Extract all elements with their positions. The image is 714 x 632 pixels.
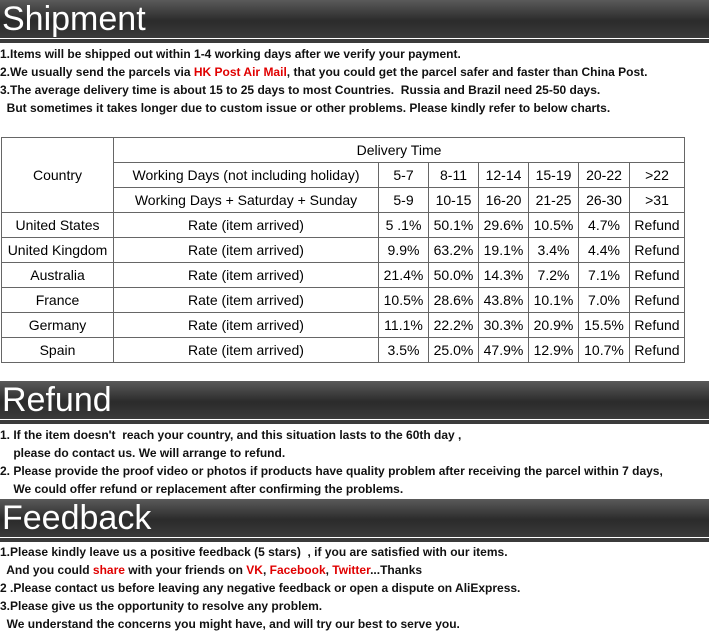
feedback-line-5: We understand the concerns you might have, and will try our best to serve you. bbox=[0, 617, 460, 631]
value-cell: 12.9% bbox=[529, 338, 579, 363]
table-row bbox=[2, 213, 685, 238]
country-cell: Australia bbox=[2, 263, 114, 288]
value-cell: 10.7% bbox=[579, 338, 630, 363]
value-cell: 12-14 bbox=[479, 163, 529, 188]
table-row bbox=[2, 313, 685, 338]
delivery-time-header: Delivery Time bbox=[114, 138, 685, 163]
value-cell: 47.9% bbox=[479, 338, 529, 363]
table-row bbox=[2, 263, 685, 288]
value-cell: 10.5% bbox=[529, 213, 579, 238]
rate-label-cell: Rate (item arrived) bbox=[114, 313, 379, 338]
shipment-banner bbox=[0, 0, 709, 38]
shipment-title: Shipment bbox=[2, 0, 146, 38]
table-row bbox=[2, 238, 685, 263]
rate-label-cell: Rate (item arrived) bbox=[114, 213, 379, 238]
working-days-weekend-label: Working Days + Saturday + Sunday bbox=[114, 188, 379, 213]
refund-title: Refund bbox=[2, 381, 112, 419]
feedback-line-2-text-end: ...Thanks bbox=[370, 563, 423, 577]
value-cell: >22 bbox=[630, 163, 685, 188]
feedback-line-2-sep-1: , bbox=[262, 563, 270, 577]
feedback-title: Feedback bbox=[2, 499, 152, 537]
country-cell: France bbox=[2, 288, 114, 313]
value-cell: Refund bbox=[630, 263, 685, 288]
refund-banner bbox=[0, 381, 709, 419]
value-cell: 3.4% bbox=[529, 238, 579, 263]
refund-line-2: please do contact us. We will arrange to refund. bbox=[0, 446, 286, 460]
feedback-line-2 bbox=[0, 563, 422, 578]
shipment-line-2-text-b: , that you could get the parcel safer and faster than China Post. bbox=[286, 65, 648, 79]
value-cell: 7.1% bbox=[579, 263, 630, 288]
value-cell: 50.0% bbox=[429, 263, 479, 288]
value-cell: 15.5% bbox=[579, 313, 630, 338]
table-row bbox=[2, 338, 685, 363]
vk-highlight: VK bbox=[246, 563, 263, 577]
value-cell: 21.4% bbox=[379, 263, 429, 288]
value-cell: 63.2% bbox=[429, 238, 479, 263]
shipment-line-3: 3.The average delivery time is about 15 to 25 days to most Countries. Russia and Brazil need 25-50 days. bbox=[0, 83, 601, 97]
value-cell: 11.1% bbox=[379, 313, 429, 338]
working-days-label: Working Days (not including holiday) bbox=[114, 163, 379, 188]
value-cell: 29.6% bbox=[479, 213, 529, 238]
table-header-row bbox=[2, 138, 685, 163]
feedback-line-3: 2 .Please contact us before leaving any negative feedback or open a dispute on AliExpress. bbox=[0, 581, 521, 595]
value-cell: Refund bbox=[630, 238, 685, 263]
feedback-line-2-text-a: And you could bbox=[0, 563, 93, 577]
feedback-banner bbox=[0, 499, 709, 537]
value-cell: 20-22 bbox=[579, 163, 630, 188]
value-cell: 14.3% bbox=[479, 263, 529, 288]
value-cell: 7.2% bbox=[529, 263, 579, 288]
value-cell: 10-15 bbox=[429, 188, 479, 213]
delivery-rate-table bbox=[1, 137, 685, 363]
value-cell: 26-30 bbox=[579, 188, 630, 213]
country-cell: Germany bbox=[2, 313, 114, 338]
value-cell: 28.6% bbox=[429, 288, 479, 313]
feedback-divider bbox=[0, 538, 709, 542]
value-cell: 19.1% bbox=[479, 238, 529, 263]
value-cell: 16-20 bbox=[479, 188, 529, 213]
shipment-line-2 bbox=[0, 65, 648, 80]
shipment-carrier-highlight: HK Post Air Mail bbox=[193, 65, 287, 79]
value-cell: Refund bbox=[630, 338, 685, 363]
value-cell: 30.3% bbox=[479, 313, 529, 338]
rate-label-cell: Rate (item arrived) bbox=[114, 238, 379, 263]
country-cell: Spain bbox=[2, 338, 114, 363]
value-cell: 20.9% bbox=[529, 313, 579, 338]
value-cell: 43.8% bbox=[479, 288, 529, 313]
value-cell: 3.5% bbox=[379, 338, 429, 363]
feedback-line-2-text-b: with your friends on bbox=[124, 563, 247, 577]
country-header: Country bbox=[2, 138, 114, 213]
refund-line-4: We could offer refund or replacement after confirming the problems. bbox=[0, 482, 404, 496]
country-cell: United States bbox=[2, 213, 114, 238]
refund-line-3: 2. Please provide the proof video or photos if products have quality problem after receiving the parcel within 7 days, bbox=[0, 464, 663, 478]
rate-label-cell: Rate (item arrived) bbox=[114, 288, 379, 313]
value-cell: 10.5% bbox=[379, 288, 429, 313]
value-cell: 25.0% bbox=[429, 338, 479, 363]
value-cell: 4.7% bbox=[579, 213, 630, 238]
feedback-line-1: 1.Please kindly leave us a positive feedback (5 stars) , if you are satisfied with our items. bbox=[0, 545, 508, 559]
share-highlight: share bbox=[92, 563, 125, 577]
twitter-highlight: Twitter bbox=[332, 563, 371, 577]
shipment-line-1: 1.Items will be shipped out within 1-4 working days after we verify your payment. bbox=[0, 47, 461, 61]
refund-line-1: 1. If the item doesn't reach your country, and this situation lasts to the 60th day , bbox=[0, 428, 462, 442]
value-cell: 21-25 bbox=[529, 188, 579, 213]
value-cell: 5-7 bbox=[379, 163, 429, 188]
rate-label-cell: Rate (item arrived) bbox=[114, 338, 379, 363]
value-cell: 7.0% bbox=[579, 288, 630, 313]
value-cell: 10.1% bbox=[529, 288, 579, 313]
country-cell: United Kingdom bbox=[2, 238, 114, 263]
value-cell: 22.2% bbox=[429, 313, 479, 338]
feedback-line-2-sep-2: , bbox=[325, 563, 333, 577]
value-cell: 4.4% bbox=[579, 238, 630, 263]
value-cell: Refund bbox=[630, 313, 685, 338]
table-row bbox=[2, 288, 685, 313]
refund-divider bbox=[0, 420, 709, 424]
value-cell: 5 .1% bbox=[379, 213, 429, 238]
rate-label-cell: Rate (item arrived) bbox=[114, 263, 379, 288]
value-cell: 15-19 bbox=[529, 163, 579, 188]
shipment-divider bbox=[0, 39, 709, 43]
value-cell: 5-9 bbox=[379, 188, 429, 213]
shipment-line-2-text-a: 2.We usually send the parcels via bbox=[0, 65, 194, 79]
value-cell: 50.1% bbox=[429, 213, 479, 238]
feedback-line-4: 3.Please give us the opportunity to resolve any problem. bbox=[0, 599, 323, 613]
value-cell: >31 bbox=[630, 188, 685, 213]
value-cell: 8-11 bbox=[429, 163, 479, 188]
value-cell: Refund bbox=[630, 213, 685, 238]
facebook-highlight: Facebook bbox=[269, 563, 326, 577]
value-cell: Refund bbox=[630, 288, 685, 313]
value-cell: 9.9% bbox=[379, 238, 429, 263]
shipment-line-4: But sometimes it takes longer due to custom issue or other problems. Please kindly refer to below charts. bbox=[0, 101, 611, 115]
